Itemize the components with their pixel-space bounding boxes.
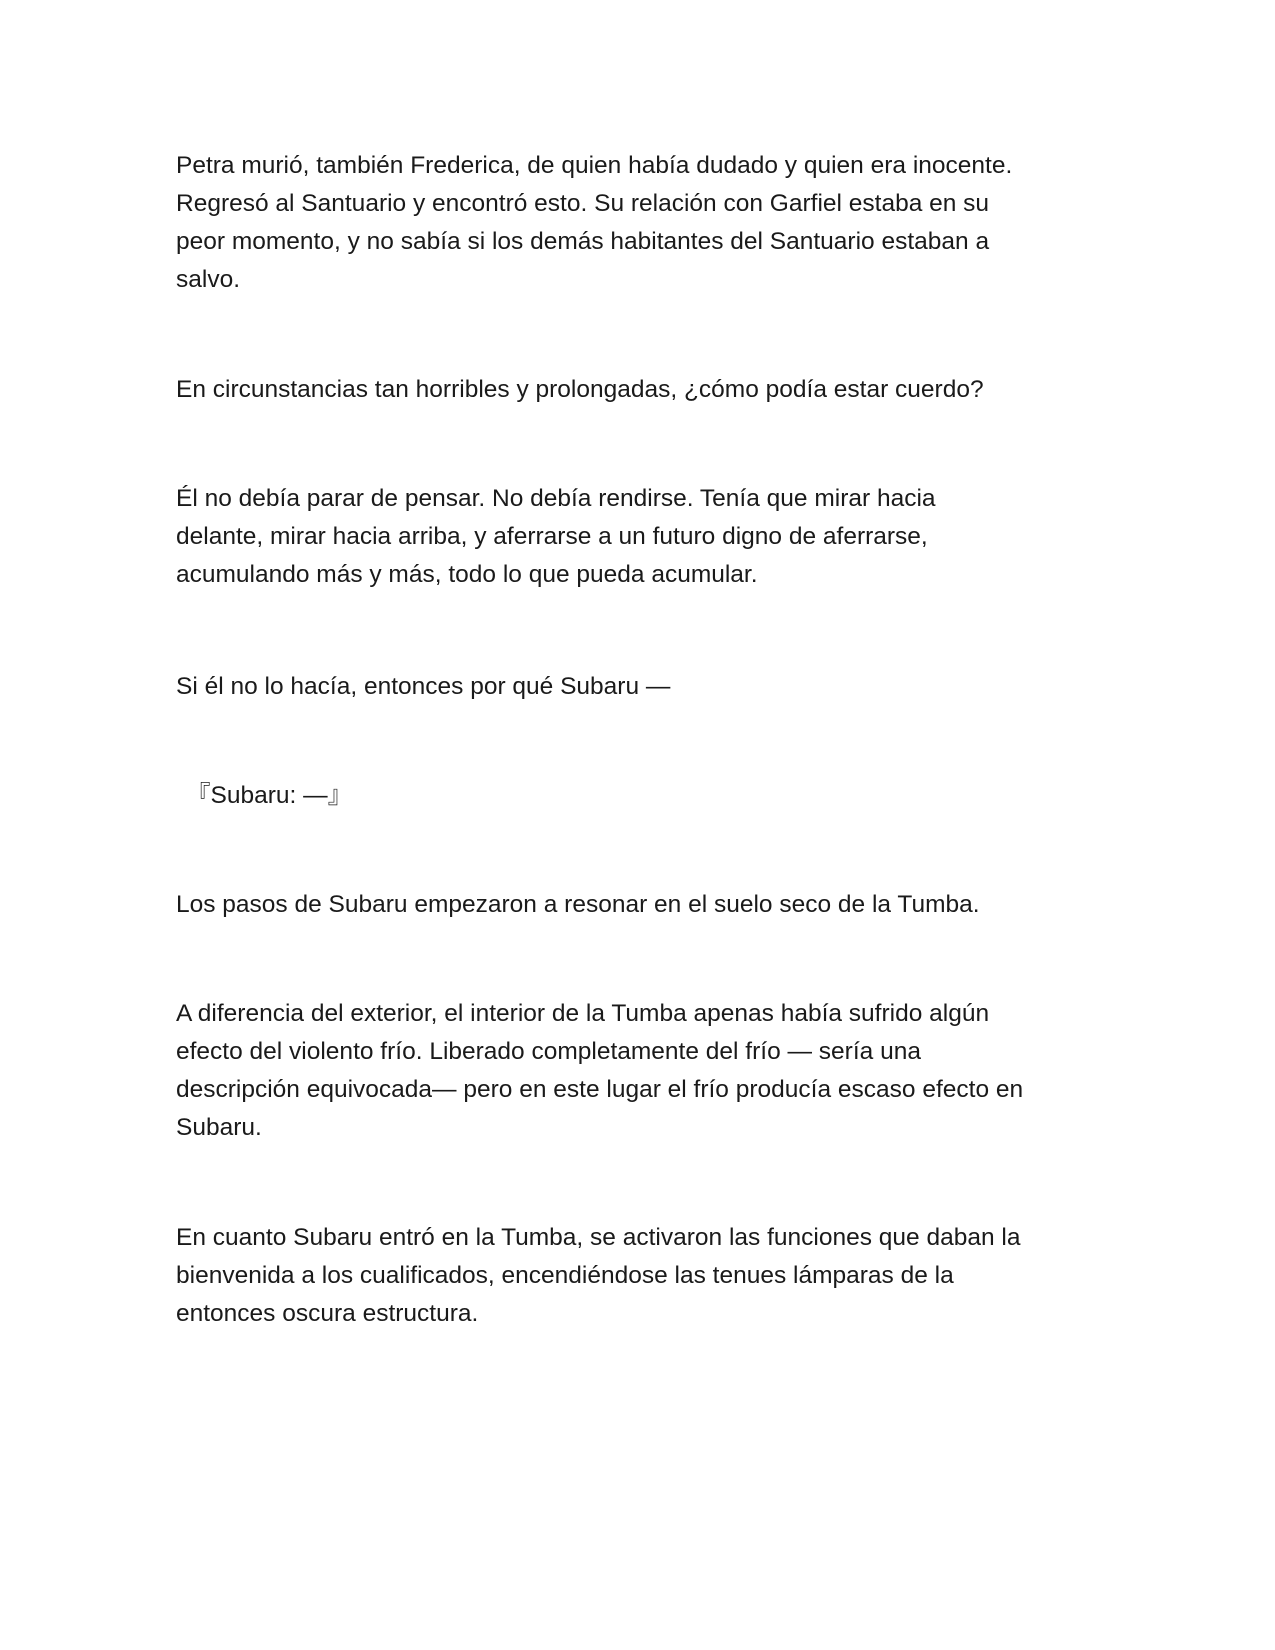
paragraph-line: acumulando más y más, todo lo que pueda acumular. [176,561,758,588]
paragraph-line: bienvenida a los cualificados, encendiéndose las tenues lámparas de la [176,1262,954,1289]
paragraph-line: delante, mirar hacia arriba, y aferrarse a un futuro digno de aferrarse, [176,523,928,550]
paragraph-3 [176,480,1106,594]
paragraph-line: efecto del violento frío. Liberado completamente del frío — sería una [176,1038,921,1065]
paragraph-line: entonces oscura estructura. [176,1300,479,1327]
paragraph-4 [176,668,1106,706]
paragraph-line: En circunstancias tan horribles y prolongadas, ¿cómo podía estar cuerdo? [176,376,984,403]
paragraph-line: Él no debía parar de pensar. No debía rendirse. Tenía que mirar hacia [176,485,936,512]
dialogue-line [186,777,1116,815]
paragraph-7 [176,995,1106,1147]
paragraph-line: Los pasos de Subaru empezaron a resonar en el suelo seco de la Tumba. [176,891,980,918]
paragraph-line: Petra murió, también Frederica, de quien había dudado y quien era inocente. [176,152,1013,179]
paragraph-line: Subaru. [176,1114,262,1141]
paragraph-line: 『Subaru: —』 [186,782,353,809]
paragraph-line: peor momento, y no sabía si los demás habitantes del Santuario estaban a [176,228,990,255]
paragraph-2 [176,371,1106,409]
paragraph-line: Regresó al Santuario y encontró esto. Su relación con Garfiel estaba en su [176,190,990,217]
paragraph-line: descripción equivocada— pero en este lugar el frío producía escaso efecto en [176,1076,1024,1103]
paragraph-8 [176,1219,1106,1333]
paragraph-line: salvo. [176,266,241,293]
paragraph-6 [176,886,1106,924]
paragraph-1 [176,147,1106,299]
paragraph-line: En cuanto Subaru entró en la Tumba, se activaron las funciones que daban la [176,1224,1021,1251]
paragraph-line: A diferencia del exterior, el interior de la Tumba apenas había sufrido algún [176,1000,990,1027]
paragraph-line: Si él no lo hacía, entonces por qué Subaru — [176,673,671,700]
